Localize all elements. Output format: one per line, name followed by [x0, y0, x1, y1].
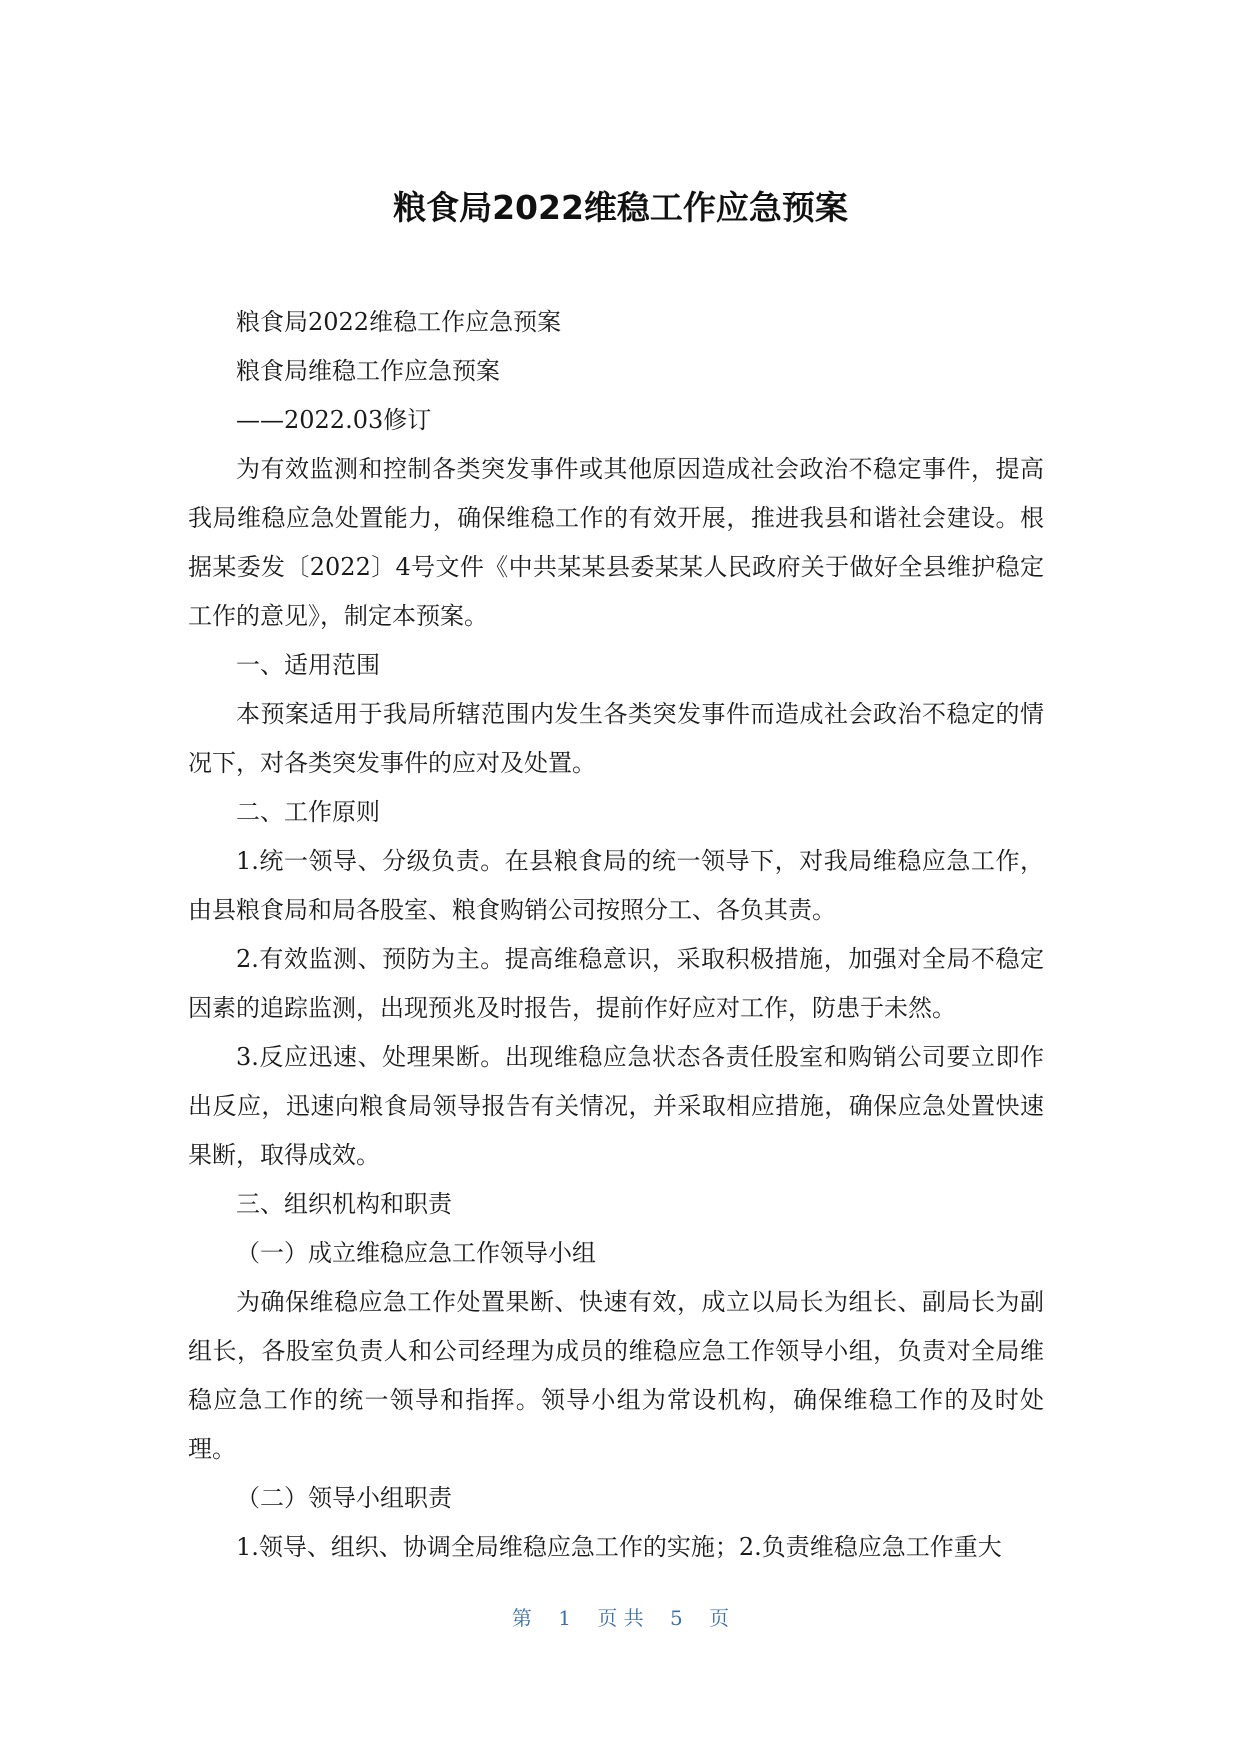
page-footer [0, 1603, 1241, 1633]
paragraph: 3.反应迅速、处理果断。出现维稳应急状态各责任股室和购销公司要立即作出反应，迅速向粮食局领导报告有关情况，并采取相应措施，确保应急处置快速果断，取得成效。 [188, 1043, 1044, 1169]
paragraph: ——2022.03修订 [236, 406, 432, 434]
paragraph: 粮食局2022维稳工作应急预案 [236, 308, 562, 336]
paragraph: 为有效监测和控制各类突发事件或其他原因造成社会政治不稳定事件，提高我局维稳应急处置能力，确保维稳工作的有效开展，推进我县和谐社会建设。根据某委发〔2022〕4号文件《中共某某县委某某人民政府关于做好全县维护稳定工作的意见》，制定本预案。 [188, 455, 1044, 630]
footer-total-pages: 5 [670, 1606, 683, 1630]
document-body [188, 298, 1044, 1572]
footer-current-page: 1 [558, 1606, 571, 1630]
paragraph: 本预案适用于我局所辖范围内发生各类突发事件而造成社会政治不稳定的情况下，对各类突发事件的应对及处置。 [188, 700, 1044, 777]
subsection-heading: （一）成立维稳应急工作领导小组 [236, 1239, 596, 1267]
paragraph: 粮食局维稳工作应急预案 [236, 357, 500, 385]
section-heading: 三、组织机构和职责 [236, 1190, 452, 1218]
section-heading: 二、工作原则 [236, 798, 380, 826]
document-title: 粮食局2022维稳工作应急预案 [393, 188, 848, 227]
paragraph: 为确保维稳应急工作处置果断、快速有效，成立以局长为组长、副局长为副组长，各股室负责人和公司经理为成员的维稳应急工作领导小组，负责对全局维稳应急工作的统一领导和指挥。领导小组为常设机构，确保维稳工作的及时处理。 [188, 1288, 1044, 1463]
subsection-heading: （二）领导小组职责 [236, 1484, 452, 1512]
paragraph: 1.统一领导、分级负责。在县粮食局的统一领导下，对我局维稳应急工作，由县粮食局和局各股室、粮食购销公司按照分工、各负其责。 [188, 847, 1044, 924]
footer-prefix: 第 [511, 1606, 532, 1630]
paragraph: 2.有效监测、预防为主。提高维稳意识，采取积极措施，加强对全局不稳定因素的追踪监测，出现预兆及时报告，提前作好应对工作，防患于未然。 [188, 945, 1044, 1022]
paragraph: 1.领导、组织、协调全局维稳应急工作的实施；2.负责维稳应急工作重大 [236, 1533, 1002, 1561]
section-heading: 一、适用范围 [236, 651, 380, 679]
footer-middle: 页 共 [597, 1606, 644, 1630]
footer-suffix: 页 [709, 1606, 730, 1630]
